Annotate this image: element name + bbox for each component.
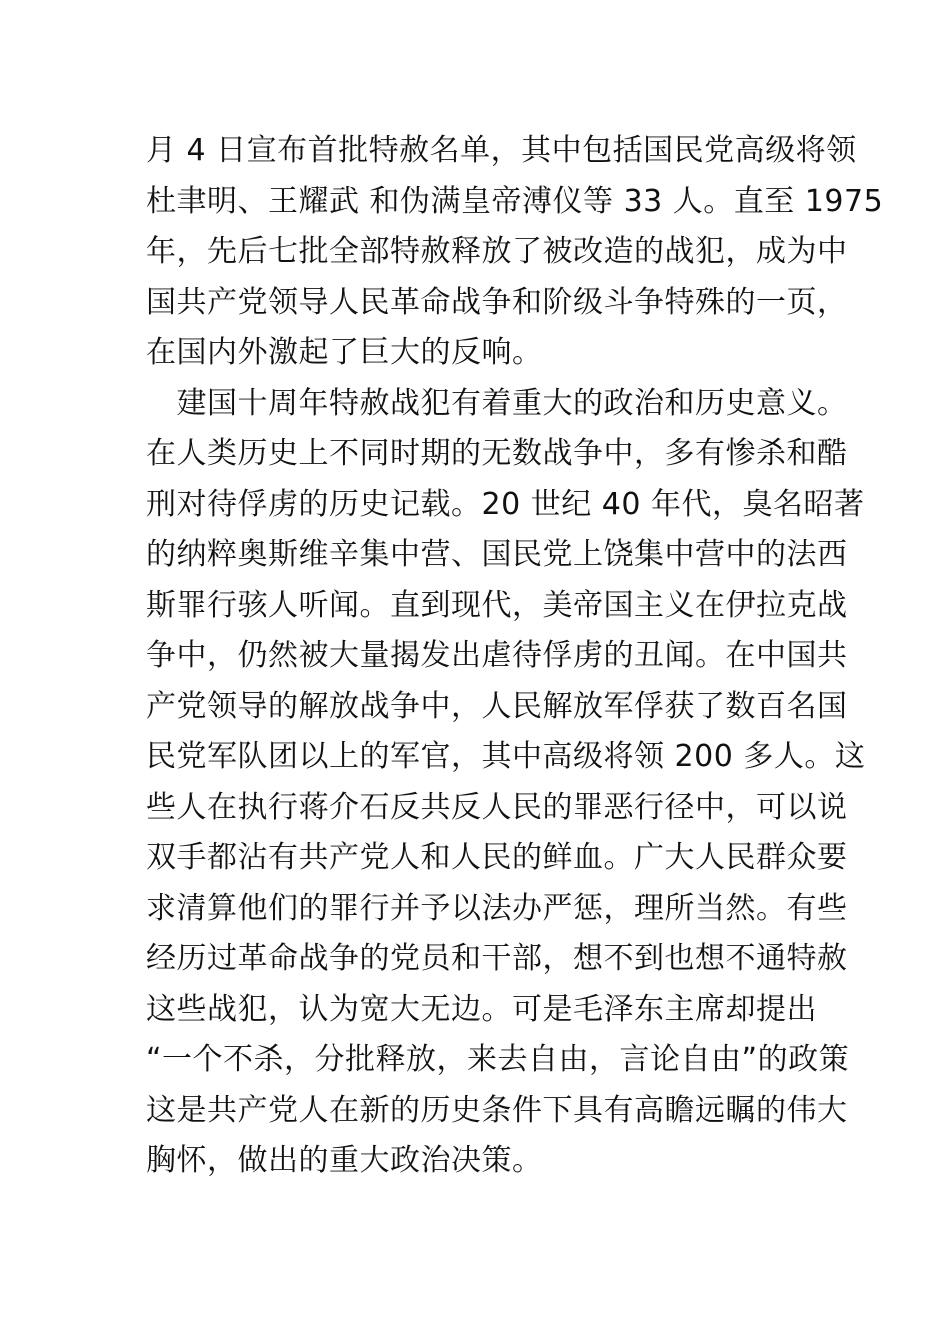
text-line: 求清算他们的罪行并予以法办严惩，理所当然。有些	[146, 890, 848, 926]
text-line: 刑对待俘虏的历史记载。20 世纪 40 年代，臭名昭著	[146, 486, 865, 522]
text-line: 这些战犯，认为宽大无边。可是毛泽东主席却提出	[146, 991, 817, 1027]
text-line: 些人在执行蒋介石反共反人民的罪恶行径中，可以说	[146, 789, 848, 825]
text-line: 双手都沾有共产党人和人民的鲜血。广大人民群众要	[146, 840, 848, 875]
text-line: 在国内外激起了巨大的反响。	[146, 335, 543, 370]
text-line: 国共产党领导人民革命战争和阶级斗争特殊的一页，	[146, 284, 848, 320]
text-line: 在人类历史上不同时期的无数战争中，多有惨杀和酷	[146, 436, 848, 471]
text-line: 民党军队团以上的军官，其中高级将领 200 多人。这	[146, 739, 866, 774]
text-line: 斯罪行骇人听闻。直到现代，美帝国主义在伊拉克战	[146, 587, 848, 623]
text-line: 经历过革命战争的党员和干部，想不到也想不通特赦	[146, 941, 848, 976]
text-line: 月 4 日宣布首批特赦名单，其中包括国民党高级将领	[146, 133, 857, 168]
body-text	[146, 126, 884, 1187]
text-line: 年，先后七批全部特赦释放了被改造的战犯，成为中	[146, 234, 848, 269]
text-line: 胸怀，做出的重大政治决策。	[146, 1143, 543, 1178]
text-line: 产党领导的解放战争中，人民解放军俘获了数百名国	[146, 688, 848, 724]
text-line: 杜聿明、王耀武 和伪满皇帝溥仪等 33 人。直至 1975	[146, 183, 884, 219]
text-line: “一个不杀，分批释放，来去自由，言论自由”的政策	[146, 1042, 850, 1077]
text-line: 这是共产党人在新的历史条件下具有高瞻远瞩的伟大	[146, 1092, 848, 1128]
paragraph-start-line: 建国十周年特赦战犯有着重大的政治和历史意义。	[146, 385, 848, 421]
text-line: 的纳粹奥斯维辛集中营、国民党上饶集中营中的法西	[146, 537, 848, 572]
text-line: 争中，仍然被大量揭发出虐待俘虏的丑闻。在中国共	[146, 638, 848, 673]
